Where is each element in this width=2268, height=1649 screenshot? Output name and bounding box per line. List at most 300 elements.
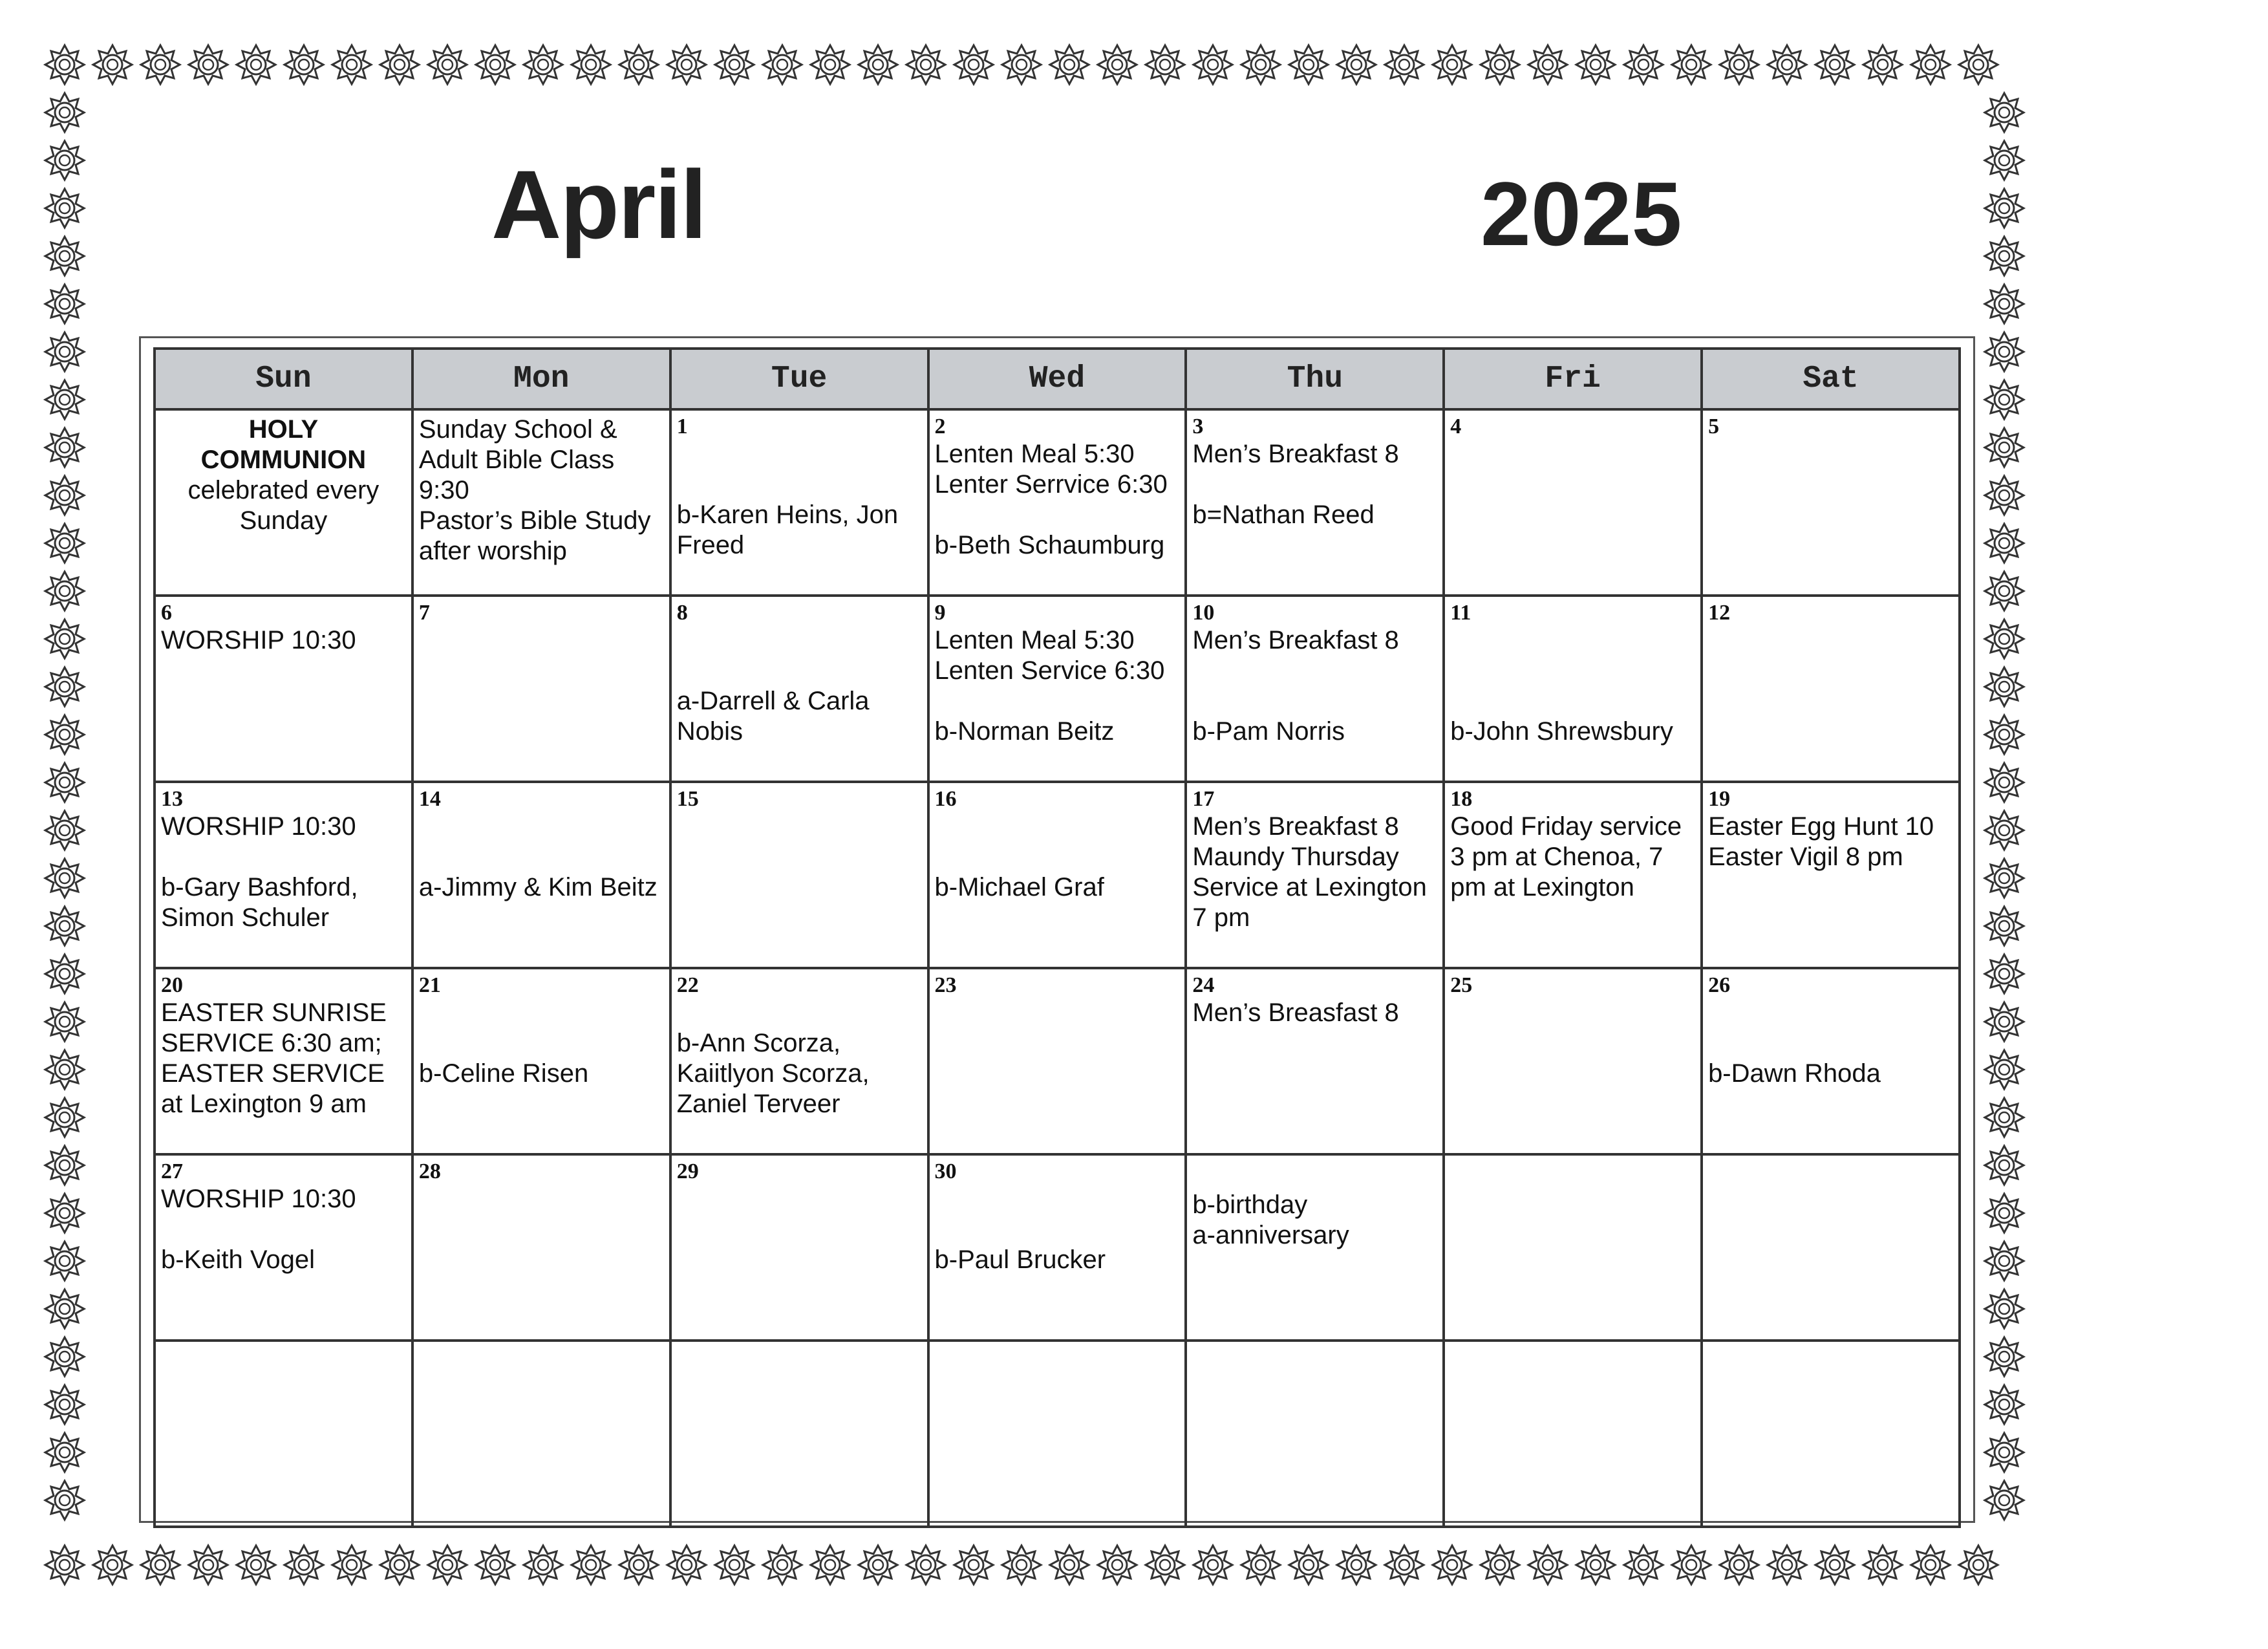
sun-icon [1985, 1481, 2024, 1520]
event-line: Men’s Breakfast 8 [1192, 626, 1399, 654]
day-number: 14 [418, 787, 441, 811]
day-cell [928, 409, 1186, 596]
event-line: Adult Bible Class [418, 446, 615, 474]
sun-icon [1985, 189, 2024, 228]
sun-icon [1289, 45, 1328, 84]
sun-icon [1385, 45, 1424, 84]
blank-line [677, 439, 922, 469]
day-cell [670, 1341, 928, 1527]
day-cell [1702, 1341, 1960, 1527]
sun-icon [1985, 93, 2024, 132]
sun-icon [1985, 1194, 2024, 1233]
sun-icon [954, 45, 993, 84]
blank-line [1192, 656, 1437, 686]
day-number: 25 [1450, 973, 1473, 997]
sun-icon [45, 954, 84, 993]
event-line: Service at Lexington [1192, 873, 1427, 901]
event-line: WORSHIP 10:30 [161, 1185, 356, 1213]
day-number: 26 [1708, 973, 1731, 997]
weekday-header-tue: Tue [670, 349, 928, 409]
note-text-line: celebrated every [187, 476, 380, 504]
event-line: Kaiitlyon Scorza, [676, 1059, 870, 1088]
sun-icon [1985, 332, 2024, 371]
sun-icon [1528, 45, 1567, 84]
blank-line [419, 1028, 664, 1059]
event-line: after worship [418, 537, 567, 565]
day-number: 23 [934, 973, 957, 997]
sun-icon [45, 763, 84, 802]
sun-icon [1241, 1546, 1280, 1584]
event-line: b-Norman Beitz [934, 717, 1115, 746]
sun-icon [380, 45, 419, 84]
event-line: b-Karen Heins, Jon [676, 501, 899, 529]
sun-icon [1985, 380, 2024, 419]
sun-icon [45, 141, 84, 180]
sun-icon [45, 715, 84, 754]
weekday-header-sat: Sat [1702, 349, 1960, 409]
sun-icon [1720, 1546, 1759, 1584]
week-row [155, 596, 1960, 782]
event-line: Men’s Breakfast 8 [1192, 440, 1399, 468]
sun-icon [572, 45, 610, 84]
blank-line [419, 812, 664, 842]
calendar-body [155, 409, 1960, 1527]
day-number: 18 [1450, 787, 1473, 811]
week-row [155, 1154, 1960, 1341]
day-number: 27 [161, 1159, 183, 1183]
day-cell [155, 968, 412, 1154]
day-number: 15 [676, 787, 699, 811]
event-line: Men’s Breasfast 8 [1192, 998, 1399, 1027]
day-cell [1444, 1341, 1702, 1527]
sun-icon [1193, 1546, 1232, 1584]
event-line: Maundy Thursday [1192, 843, 1399, 871]
sun-icon [1959, 45, 1998, 84]
day-number: 2 [934, 415, 946, 438]
day-cell [1702, 596, 1960, 782]
event-line: Lenten Service 6:30 [934, 656, 1165, 685]
event-line: WORSHIP 10:30 [161, 812, 356, 841]
week-row [155, 409, 1960, 596]
sun-icon [45, 907, 84, 945]
sun-icon [284, 1546, 323, 1584]
sun-icon [954, 1546, 993, 1584]
sun-icon [1959, 1546, 1998, 1584]
sun-icon [1985, 1050, 2024, 1089]
day-number: 13 [161, 787, 183, 811]
day-cell [1444, 968, 1702, 1154]
sun-icon [45, 859, 84, 898]
sun-icon [45, 1002, 84, 1041]
sun-icon [1985, 141, 2024, 180]
blank-line [935, 1214, 1180, 1245]
day-number: 29 [676, 1159, 699, 1183]
event-line: 9:30 [418, 476, 469, 504]
sun-icon [1985, 237, 2024, 275]
sun-icon [1002, 1546, 1041, 1584]
day-cell [1444, 1154, 1702, 1341]
event-line: Good Friday service [1450, 812, 1682, 841]
sun-icon [1985, 285, 2024, 323]
sun-icon [1815, 45, 1854, 84]
day-cell [1186, 1154, 1444, 1341]
event-line: 3 pm at Chenoa, 7 [1450, 843, 1664, 871]
event-line: Simon Schuler [161, 903, 330, 932]
sun-icon [859, 45, 897, 84]
sun-icon [141, 45, 180, 84]
sun-icon [1481, 1546, 1519, 1584]
weekday-header-sun: Sun [155, 349, 412, 409]
sun-icon [906, 45, 945, 84]
sun-icon [1672, 45, 1711, 84]
day-cell [1186, 409, 1444, 596]
sun-icon [237, 45, 275, 84]
sun-icon [1672, 1546, 1711, 1584]
event-line: EASTER SERVICE [161, 1059, 385, 1088]
sun-icon [1985, 1146, 2024, 1185]
day-cell [412, 409, 670, 596]
sun-icon [1768, 1546, 1806, 1584]
day-cell [1186, 596, 1444, 782]
weekday-header-wed: Wed [928, 349, 1186, 409]
day-cell [155, 1341, 412, 1527]
sun-icon [1624, 45, 1663, 84]
sun-icon [1863, 1546, 1902, 1584]
sun-icon [45, 237, 84, 275]
event-line: WORSHIP 10:30 [161, 626, 356, 654]
day-cell [155, 1154, 412, 1341]
sun-icon [1911, 1546, 1950, 1584]
day-number: 4 [1450, 415, 1462, 438]
sun-icon [332, 1546, 371, 1584]
sun-icon [45, 572, 84, 610]
sun-icon [1050, 1546, 1089, 1584]
sun-icon [45, 285, 84, 323]
day-cell [1186, 968, 1444, 1154]
day-cell [155, 596, 412, 782]
sun-icon [45, 1242, 84, 1280]
day-cell [412, 1341, 670, 1527]
sun-icon [93, 1546, 132, 1584]
sun-icon [45, 1546, 84, 1584]
day-number: 11 [1450, 601, 1471, 625]
weekday-header-thu: Thu [1186, 349, 1444, 409]
sun-icon [284, 45, 323, 84]
day-cell [928, 968, 1186, 1154]
blank-line [1450, 625, 1695, 656]
event-line: Sunday School & [418, 415, 617, 444]
sun-icon [141, 1546, 180, 1584]
sun-icon [1985, 667, 2024, 706]
day-cell [1186, 782, 1444, 968]
blank-line [677, 469, 922, 500]
blank-line [1708, 998, 1953, 1028]
sun-icon [1576, 45, 1615, 84]
day-cell [412, 596, 670, 782]
sun-icon [428, 1546, 467, 1584]
sun-icon [763, 1546, 802, 1584]
weekday-header-mon: Mon [412, 349, 670, 409]
sun-icon [811, 45, 850, 84]
day-cell [1444, 409, 1702, 596]
holy-communion-note [161, 415, 406, 536]
event-line: b-birthday [1192, 1191, 1308, 1219]
event-line: Freed [676, 531, 745, 559]
sun-icon [45, 1289, 84, 1328]
day-cell [412, 1154, 670, 1341]
blank-line [1192, 1159, 1437, 1190]
sun-icon [1289, 1546, 1328, 1584]
sun-icon [1241, 45, 1280, 84]
blank-line [935, 1184, 1180, 1214]
day-number: 9 [934, 601, 946, 625]
blank-line [1450, 656, 1695, 686]
day-cell [155, 409, 412, 596]
note-heading-line: COMMUNION [200, 446, 367, 474]
sun-icon [45, 1337, 84, 1376]
sun-icon [45, 189, 84, 228]
sun-icon [93, 45, 132, 84]
day-number: 17 [1192, 787, 1215, 811]
sun-icon [619, 45, 658, 84]
event-line: Easter Vigil 8 pm [1708, 843, 1903, 871]
day-number: 16 [934, 787, 957, 811]
event-line: Men’s Breakfast 8 [1192, 812, 1399, 841]
event-line: a-Darrell & Carla [676, 687, 870, 715]
sun-icon [1815, 1546, 1854, 1584]
event-line: b-Gary Bashford, [161, 873, 358, 901]
sun-icon [45, 620, 84, 658]
day-number: 19 [1708, 787, 1731, 811]
sun-icon [1768, 45, 1806, 84]
sun-icon [1863, 45, 1902, 84]
day-cell [1702, 782, 1960, 968]
sun-icon [1528, 1546, 1567, 1584]
sun-icon [1720, 45, 1759, 84]
event-line: Zaniel Terveer [676, 1090, 840, 1118]
event-line: Lenten Meal 5:30 [934, 626, 1135, 654]
day-number: 5 [1708, 415, 1720, 438]
day-cell [670, 596, 928, 782]
event-line: a-anniversary [1192, 1221, 1349, 1249]
blank-line [161, 842, 406, 872]
sun-icon [524, 45, 562, 84]
day-cell [1702, 1154, 1960, 1341]
event-line: a-Jimmy & Kim Beitz [418, 873, 658, 901]
day-number: 3 [1192, 415, 1204, 438]
event-line: 7 pm [1192, 903, 1250, 932]
sun-icon [572, 1546, 610, 1584]
event-line: b-Ann Scorza, [676, 1029, 841, 1057]
week-row [155, 1341, 1960, 1527]
sun-icon [45, 811, 84, 850]
sun-icon [1985, 907, 2024, 945]
sun-icon [332, 45, 371, 84]
day-number: 7 [418, 601, 430, 625]
sun-icon [1985, 1242, 2024, 1280]
day-cell [412, 782, 670, 968]
sun-icon [45, 1385, 84, 1424]
sun-icon [1985, 1433, 2024, 1472]
event-line: Nobis [676, 717, 743, 746]
blank-line [1192, 469, 1437, 500]
sun-icon [524, 1546, 562, 1584]
sun-icon [45, 1433, 84, 1472]
sun-icon [1146, 45, 1184, 84]
event-line: Lenter Serrvice 6:30 [934, 470, 1168, 499]
sun-icon [1098, 1546, 1137, 1584]
sun-icon [1337, 1546, 1376, 1584]
event-line: b-Dawn Rhoda [1708, 1059, 1881, 1088]
event-line: pm at Lexington [1450, 873, 1634, 901]
day-cell [1702, 968, 1960, 1154]
sun-icon [1385, 1546, 1424, 1584]
sun-icon [619, 1546, 658, 1584]
sun-icon [1985, 859, 2024, 898]
day-number: 20 [161, 973, 183, 997]
month-title: April [491, 150, 706, 259]
sun-icon [45, 667, 84, 706]
blank-line [935, 500, 1180, 530]
sun-icon [1985, 476, 2024, 515]
sun-icon [1985, 620, 2024, 658]
border-right-column [1985, 93, 2024, 1520]
sun-icon [476, 45, 515, 84]
sun-icon [45, 380, 84, 419]
sun-icon [189, 45, 228, 84]
day-cell [670, 968, 928, 1154]
event-line: Pastor’s Bible Study [418, 506, 651, 535]
blank-line [1708, 1028, 1953, 1059]
sun-icon [45, 93, 84, 132]
event-line: b-Paul Brucker [934, 1245, 1106, 1274]
day-number: 6 [161, 601, 172, 625]
event-line: b-Keith Vogel [161, 1245, 315, 1274]
sun-icon [45, 1481, 84, 1520]
sun-icon [45, 45, 84, 84]
day-number: 24 [1192, 973, 1215, 997]
day-number: 21 [418, 973, 441, 997]
week-row [155, 782, 1960, 968]
sun-icon [45, 1050, 84, 1089]
day-cell [1702, 409, 1960, 596]
blank-line [935, 686, 1180, 717]
day-number: 8 [676, 601, 688, 625]
day-cell [670, 409, 928, 596]
day-number: 22 [676, 973, 699, 997]
day-cell [928, 596, 1186, 782]
day-cell [1186, 1341, 1444, 1527]
day-cell [155, 782, 412, 968]
sun-icon [45, 476, 84, 515]
sun-icon [1985, 1098, 2024, 1137]
day-cell [412, 968, 670, 1154]
border-left-column [45, 93, 84, 1520]
blank-line [1192, 686, 1437, 717]
sun-icon [189, 1546, 228, 1584]
day-number: 12 [1708, 601, 1731, 625]
event-line: b-John Shrewsbury [1450, 717, 1673, 746]
sun-icon [1576, 1546, 1615, 1584]
day-cell [928, 1154, 1186, 1341]
day-cell [670, 1154, 928, 1341]
day-cell [928, 1341, 1186, 1527]
sun-icon [1985, 715, 2024, 754]
event-line: SERVICE 6:30 am; [161, 1029, 382, 1057]
sun-icon [45, 428, 84, 467]
event-line: b-Michael Graf [934, 873, 1104, 901]
sun-icon [1624, 1546, 1663, 1584]
border-top-row [45, 45, 1998, 84]
sun-icon [1985, 524, 2024, 563]
blank-line [677, 625, 922, 656]
sun-icon [1193, 45, 1232, 84]
sun-icon [1985, 428, 2024, 467]
day-number: 10 [1192, 601, 1215, 625]
sun-icon [1985, 763, 2024, 802]
event-line: Lenten Meal 5:30 [934, 440, 1135, 468]
sun-icon [1911, 45, 1950, 84]
sun-icon [1050, 45, 1089, 84]
sun-icon [45, 1098, 84, 1137]
weekday-header-fri: Fri [1444, 349, 1702, 409]
blank-line [419, 842, 664, 872]
sun-icon [1002, 45, 1041, 84]
event-line: b-Pam Norris [1192, 717, 1345, 746]
sun-icon [1337, 45, 1376, 84]
day-cell [670, 782, 928, 968]
blank-line [677, 998, 922, 1028]
sun-icon [667, 1546, 706, 1584]
event-line: at Lexington 9 am [161, 1090, 367, 1118]
sun-icon [859, 1546, 897, 1584]
note-heading-line: HOLY [248, 415, 319, 444]
day-cell [1444, 782, 1702, 968]
sun-icon [667, 45, 706, 84]
sun-icon [476, 1546, 515, 1584]
sun-icon [715, 1546, 754, 1584]
sun-icon [906, 1546, 945, 1584]
sun-icon [1433, 45, 1471, 84]
sun-icon [1985, 811, 2024, 850]
blank-line [1450, 686, 1695, 717]
day-cell [1444, 596, 1702, 782]
weekday-header-row [155, 349, 1960, 409]
year-title: 2025 [1481, 163, 1682, 264]
event-line: EASTER SUNRISE [161, 998, 387, 1027]
sun-icon [763, 45, 802, 84]
sun-icon [1985, 954, 2024, 993]
week-row [155, 968, 1960, 1154]
sun-icon [45, 524, 84, 563]
sun-icon [1146, 1546, 1184, 1584]
sun-icon [1433, 1546, 1471, 1584]
sun-icon [715, 45, 754, 84]
sun-icon [1985, 1385, 2024, 1424]
sun-icon [811, 1546, 850, 1584]
event-line: b-Beth Schaumburg [934, 531, 1165, 559]
event-line: Easter Egg Hunt 10 [1708, 812, 1934, 841]
blank-line [935, 842, 1180, 872]
blank-line [161, 1214, 406, 1245]
sun-icon [1985, 572, 2024, 610]
sun-icon [380, 1546, 419, 1584]
note-text-line: Sunday [239, 506, 328, 535]
sun-icon [1481, 45, 1519, 84]
sun-icon [1985, 1289, 2024, 1328]
day-number: 30 [934, 1159, 957, 1183]
blank-line [935, 812, 1180, 842]
